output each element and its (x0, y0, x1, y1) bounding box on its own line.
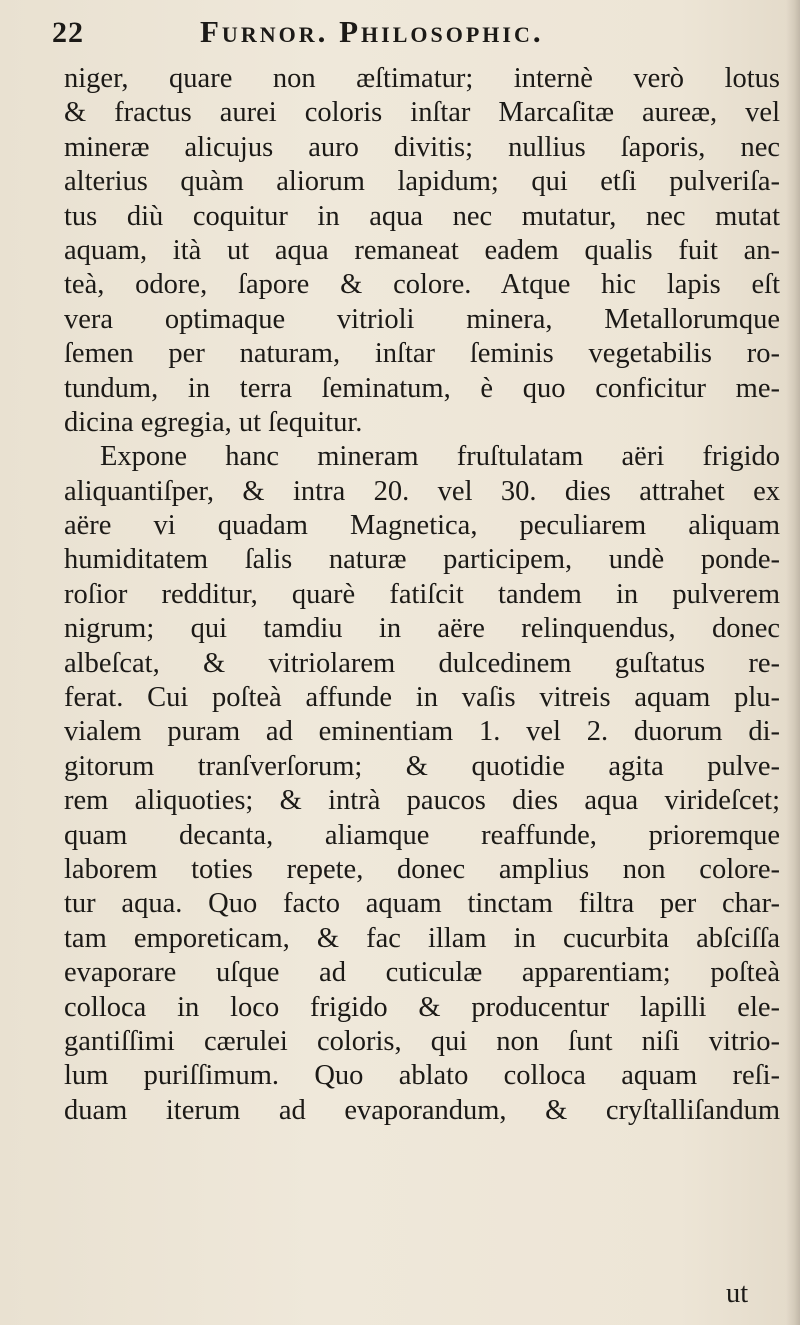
body-text (64, 62, 780, 1128)
text-line: niger, quare non æſtimatur; internè verò lotus (64, 63, 780, 94)
text-line: tur aqua. Quo facto aquam tinctam filtra per char- (64, 888, 780, 920)
text-line: alterius quàm aliorum lapidum; qui etſi pulveriſa- (64, 166, 780, 198)
page-edge-shadow (786, 0, 800, 1325)
text-line: humiditatem ſalis naturæ participem, undè ponde- (64, 544, 780, 576)
text-line: vialem puram ad eminentiam 1. vel 2. duorum di- (64, 716, 780, 748)
text-line: & fractus aurei coloris inſtar Marcaſitæ aureæ, vel (64, 97, 780, 129)
catchword: ut (726, 1278, 749, 1309)
text-line: roſior redditur, quarè fatiſcit tandem in pulverem (64, 578, 780, 610)
text-line: tundum, in terra ſeminatum, è quo conficitur me- (64, 372, 780, 404)
text-line: quam decanta, aliamque reaffunde, prioremque (64, 819, 780, 851)
paragraph-end-line: dicina egregia, ut ſequitur. (64, 406, 363, 438)
text-line: rem aliquoties; & intrà paucos dies aqua virideſcet; (64, 785, 780, 817)
text-line: ſemen per naturam, inſtar ſeminis vegetabilis ro- (64, 338, 780, 370)
text-line: ferat. Cui poſteà affunde in vaſis vitreis aquam plu- (64, 682, 780, 714)
text-line: aquam, ità ut aqua remaneat eadem qualis fuit an- (64, 234, 780, 266)
text-line: gantiſſimi cærulei coloris, qui non ſunt niſi vitrio- (64, 1025, 780, 1057)
text-line: gitorum tranſverſorum; & quotidie agita pulve- (64, 750, 780, 782)
text-line: evaporare uſque ad cuticulæ apparentiam; poſteà (64, 957, 780, 989)
page-number: 22 (52, 16, 84, 49)
running-head (52, 10, 772, 50)
text-line: tam emporeticam, & fac illam in cucurbita abſciſſa (64, 922, 780, 954)
text-line: laborem toties repete, donec amplius non colore- (64, 853, 780, 885)
text-line: teà, odore, ſapore & colore. Atque hic lapis eſt (64, 269, 780, 301)
text-line: mineræ alicujus auro divitis; nullius ſaporis, nec (64, 131, 780, 163)
paragraph-start-line: Expone hanc mineram fruſtulatam aëri frigido (100, 441, 780, 473)
text-line: lum puriſſimum. Quo ablato colloca aquam reſi- (64, 1060, 780, 1092)
text-line: vera optimaque vitrioli minera, Metallorumque (64, 303, 780, 335)
text-line: aëre vi quadam Magnetica, peculiarem aliquam (64, 510, 780, 542)
text-line: colloca in loco frigido & producentur lapilli ele- (64, 991, 780, 1023)
text-line: tus diù coquitur in aqua nec mutatur, nec mutat (64, 200, 780, 232)
text-line: albeſcat, & vitriolarem dulcedinem guſtatus re- (64, 647, 780, 679)
text-line: nigrum; qui tamdiu in aëre relinquendus, donec (64, 613, 780, 645)
text-line: aliquantiſper, & intra 20. vel 30. dies attrahet ex (64, 475, 780, 507)
text-line: duam iterum ad evaporandum, & cryſtalliſandum (64, 1094, 780, 1126)
running-title: Furnor. Philosophic. (200, 14, 544, 49)
